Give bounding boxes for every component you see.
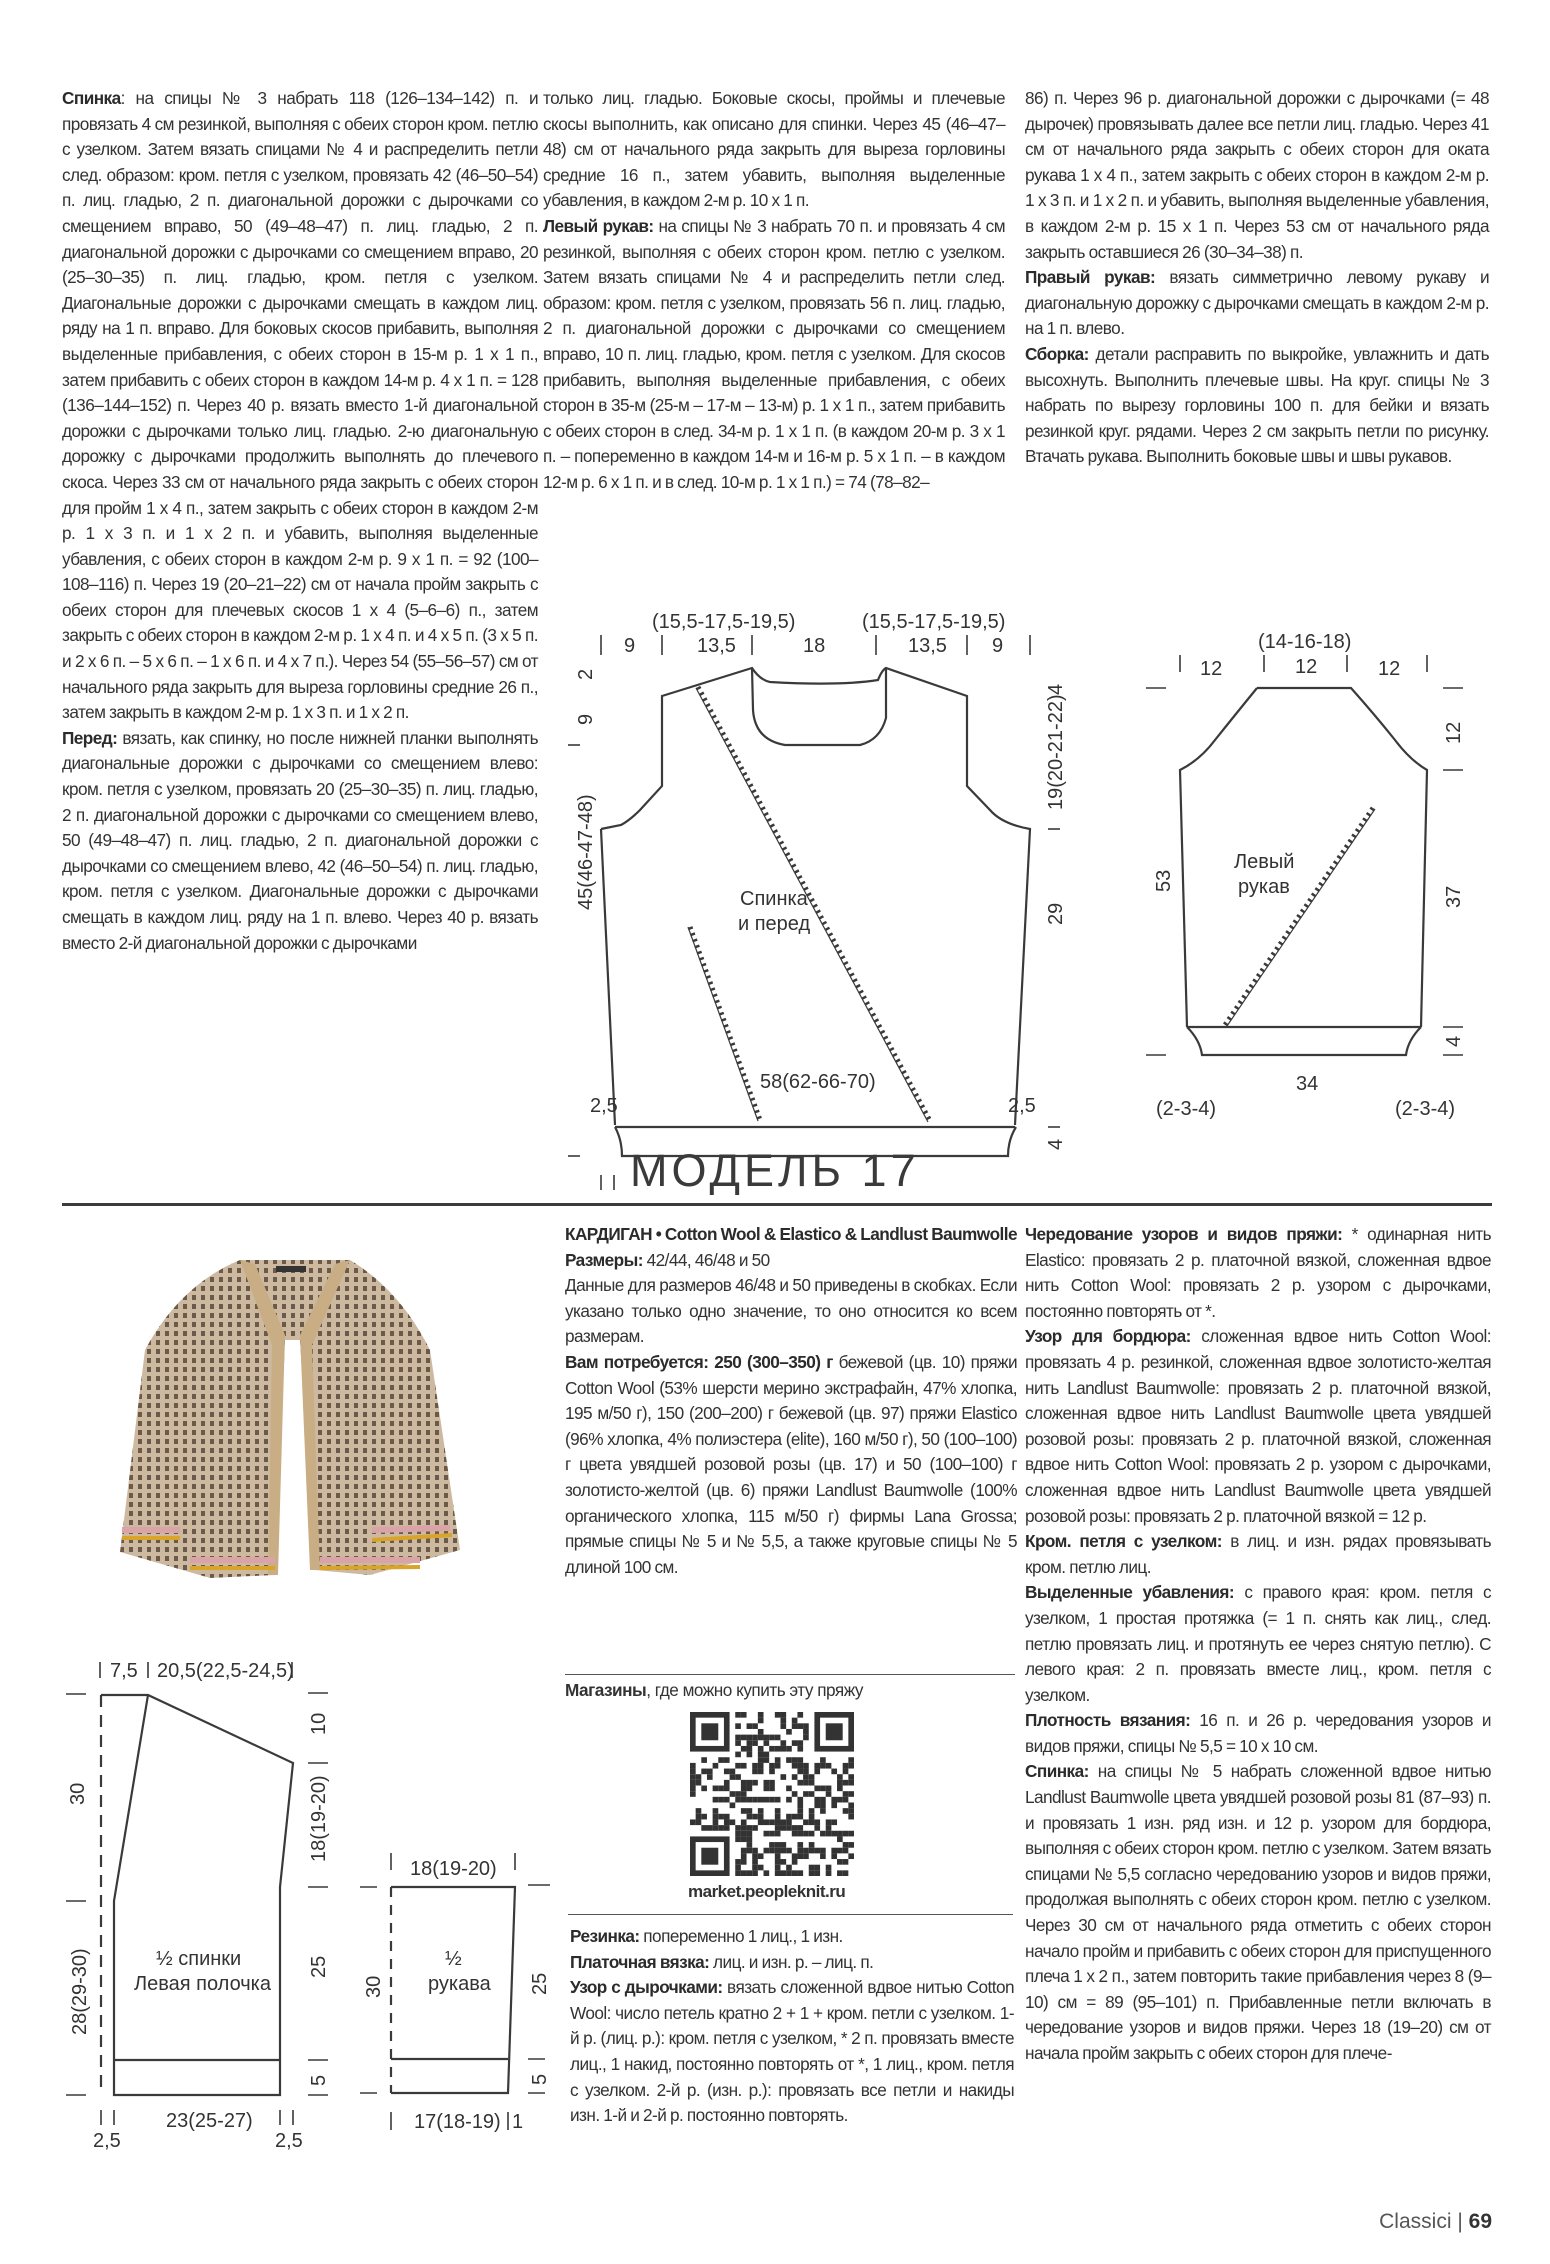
paragraph [62,726,538,956]
half-sleeve-dim-top: 18(19-20) [410,1858,497,1880]
paragraph [565,1248,1017,1274]
shop-url[interactable]: market.peopleknit.ru [688,1882,846,1901]
sleeve-schematic [1110,610,1500,1120]
paragraph [570,1975,1014,2129]
dim-bottom-left: 2,5 [590,1095,618,1117]
eyelet-path-long [698,687,930,1121]
half-sleeve-dim-right-5: 5 [529,2073,551,2085]
half-back-schematic [60,1640,360,2160]
half-back-dim-right-18: 18(19-20) [308,1775,330,1862]
paragraph-heading: Перед: [62,727,118,748]
half-sleeve-dim-left: 30 [363,1975,385,1998]
paragraph-heading: Сборка: [1025,343,1089,364]
sleeve-dim-left: 53 [1153,869,1175,892]
dim-left-height: 45(46-47-48) [575,794,597,910]
half-sleeve-dim-bottom: 17(18-19) [414,2111,501,2133]
paragraph [1025,86,1489,265]
paragraph-body: вязать симметрично левому рукаву и диагональную дорожку с дырочками смещать в каждом 2-м р. на 1 п. влево. [1025,267,1489,339]
paragraph-heading: Узор с дырочками: [570,1977,723,1998]
sleeve-cuff [1187,1027,1421,1055]
half-sleeve-label-line2: рукава [428,1973,491,1995]
divider [565,1674,1015,1675]
paragraph [1025,1529,1491,1580]
section-divider [62,1203,1492,1206]
half-back-dim-top-2: 20,5(22,5-24,5) [157,1660,294,1682]
magazine-name: Classici [1379,2210,1452,2233]
paragraph-heading: Размеры: [565,1249,643,1270]
sleeve-dim-right-cuff: 4 [1443,1035,1465,1047]
paragraph-body: попеременно 1 лиц., 1 изн. [639,1926,843,1946]
half-back-label-line1: ½ спинки [156,1948,242,1970]
paragraph-heading: Узор для бордюра: [1025,1326,1191,1347]
dim-top-4: 13,5 [908,635,947,657]
paragraph-heading: Спинка [62,88,121,108]
paragraph-body: сложенная вдвое нить Cotton Wool: провязать 4 р. резинкой, сложенная вдвое золотисто-желтая нить Landlust Baumwolle: провязать 2 р. платочной вязкой, сложенная вдвое нить Landlust Baumwolle цвета увядшей розовой розы: провязать 2 р. платочной вязкой, сложенная вдвое нить Cotton Wool: провязать 2 р. узором с дырочками, сложенная вдвое нить Landlust Baumwolle цвета увядшей розовой розы: провязать 2 р. платочной вязкой = 12 р. [1025,1326,1492,1526]
sleeve-eyelet-path [1225,808,1373,1025]
dim-bottom-right: 2,5 [1008,1095,1036,1117]
sleeve-dim-bottom-right: (2-3-4) [1395,1098,1456,1120]
paragraph [1025,265,1489,342]
half-back-dim-left-28: 28(29-30) [69,1948,91,2035]
paragraph-body: на спицы № 3 набрать 70 п. и провязать 4 см резинкой, выполняя с обеих сторон кром. петлю с узелком. Затем вязать спицами № 4 и распределить петли след. образом: кром. петля с узелком, провязать 56 п. лиц. гладью, 2 п. диагональной дорожки с дырочками со смещением вправо, 10 п. лиц. гладью, кром. петля с узелком. Для скосов прибавить, выполняя выделенные прибавления, с обеих сторон в 35-м (25-м – 17-м – 13-м) р. 1 х 1 п., затем прибавить с обеих сторон в след. 34-м р. 1 х 1 п. (в каждом 20-м р. 3 х 1 п. – попеременно в каждом 14-м и 16-м р. 5 х 1 п. – в каждом 12-м р. 6 х 1 п. и в след. 10-м р. 1 х 1 п.) = 74 (78–82– [543,215,1005,492]
paragraph [1025,1222,1491,1324]
dim-bottom-width: 58(62-66-70) [760,1071,876,1093]
paragraph [1025,1324,1491,1529]
paragraph [1025,1708,1491,1759]
half-back-dim-bottom-right: 2,5 [275,2130,303,2152]
paragraph-body: с правого края: кром. петля с узелком, 1 простая протяжка (= 1 п. снять как лиц., след. петлю провязать лиц. и протянуть ее через снятую петлю). С левого края: 2 п. провязать вместе лиц., кром. петля с узелком. [1025,1582,1491,1705]
qr-code[interactable] [690,1712,854,1876]
dimension-ticks [568,635,1060,1190]
half-sleeve-dim-right-25: 25 [529,1972,551,1995]
body-schematic [560,600,1080,1150]
dim-left-2: 2 [575,668,597,680]
sleeve-label-line1: Левый [1234,851,1295,873]
sleeve-outline [1180,688,1427,1027]
sleeve-dim-top-2: 12 [1295,656,1318,678]
paragraph-body: вязать сложенной вдвое нитью Cotton Wool: число петель кратно 2 + 1 + кром. петли с узелком. 1-й р. (лиц. р.): кром. петля с узелком, * 2 п. провязать вместе лиц., 1 накид, постоянно повторять от *, 1 лиц., кром. петля с узелком. 2-й р. (изн. р.): провязать все петли и накиды изн. 1-й и 2-й р. постоянно повторять. [570,1977,1014,2126]
dim-right-29: 29 [1045,902,1067,925]
paragraph-body: только лиц. гладью. Боковые скосы, проймы и плечевые скосы выполнить, как описано для спинки. Через 45 (46–47–48) см от начального ряда закрыть для выреза горловины средние 16 п., затем убавить, выполняя выделенные убавления, в каждом 2-м р. 10 х 1 п. [543,88,1005,211]
paragraph-body: вязать, как спинку, но после нижней планки выполнять диагональные дорожки с дырочками со смещением влево: кром. петля с узелком, провязать 20 (25–30–35) п. лиц. гладью, 2 п. диагональной дорожки с дырочками со смещением влево, 50 (49–48–47) п. лиц. гладью, 2 п. диагональной дорожки с дырочками со смещением влево, 42 (46–50–54) п. лиц. гладью, кром. петля с узелком. Диагональные дорожки с дырочками смещать в каждом лиц. ряду на 1 п. влево. Через 40 р. вязать вместо 2-й диагональной дорожки с дырочками [62,727,538,953]
instructions-column-3 [1025,86,1489,470]
paragraph-heading: Кром. петля с узелком: [1025,1531,1222,1552]
half-back-dim-right-10: 10 [308,1712,330,1735]
divider [568,1914,1013,1915]
cardigan-photo [100,1230,480,1610]
sleeve-dim-bottom-left: (2-3-4) [1156,1098,1217,1120]
paragraph-body: 86) п. Через 96 р. диагональной дорожки с дырочками (= 48 дырочек) провязывать далее все петли лиц. гладью. Через 41 см от начального ряда закрыть с обеих сторон для оката рукава 1 х 4 п., затем закрыть с обеих сторон в каждом 2-м р. 1 х 3 п. и 1 х 2 п. и убавить, выполняя выделенные убавления, в каждом 2-м р. 15 х 1 п. Через 53 см от начального ряда закрыть оставшиеся 26 (30–34–38) п. [1025,88,1489,262]
paragraph-heading: Правый рукав: [1025,267,1156,288]
paragraph-body: бежевой (цв. 10) пряжи Cotton Wool (53% шерсти мерино экстрафайн, 47% хлопка, 195 м/50 г), 150 (200–200) г бежевой (цв. 97) пряжи Elastico (96% хлопка, 4% полиэстера (elite), 160 м/50 г), 50 (100–100) г цвета увядшей розовой розы (цв. 17) и 50 (100–100) г золотисто-желтой (цв. 6) пряжи Landlust Baumwolle (100% органического хлопка, 115 м/50 г) фирмы Lana Grossa; прямые спицы № 5 и № 5,5, а также круговые спицы № 5 длиной 100 см. [565,1351,1017,1577]
sleeve-dim-right-cap: 12 [1443,721,1465,744]
half-back-dim-right-25: 25 [308,1955,330,1978]
paragraph [1025,342,1489,470]
half-back-dim-bottom-left: 2,5 [93,2130,121,2152]
half-back-dim-top-1: 7,5 [110,1660,138,1682]
piece-label-line2: и перед [738,913,811,935]
paragraph [570,1950,1014,1976]
half-sleeve-label-line1: ½ [445,1948,462,1970]
paragraph-heading: Чередование узоров и видов пряжи: [1025,1224,1343,1244]
stitch-definitions [570,1924,1014,2129]
half-back-label-line2: Левая полочка [134,1973,271,1995]
paragraph-heading: КАРДИГАН • Cotton Wool & Elastico & Landlust Baumwolle [565,1224,1018,1244]
page-footer: Classici | 69 [1379,2210,1492,2233]
dim-right-band: 4 [1045,1138,1067,1150]
paragraph-heading: Левый рукав: [543,215,654,236]
paragraph-body: лиц. и изн. р. – лиц. п. [709,1951,874,1972]
dim-top-1: 9 [624,635,636,657]
piece-label-line1: Спинка [740,888,808,910]
body-outline [601,668,1030,1125]
paragraph-body: Данные для размеров 46/48 и 50 приведены в скобках. Если указано только одно значение, то оно относится ко всем размерам. [565,1275,1017,1347]
half-sleeve-dim-bottom-right: 1 [512,2111,524,2133]
neckline [752,668,886,745]
paragraph [543,214,1005,496]
paragraph-heading: Вам потребуется: 250 (300–350) г [565,1351,833,1372]
dim-right-armhole: 19(20-21-22) [1045,694,1067,810]
paragraph-body: детали расправить по выкройке, увлажнить и дать высохнуть. Выполнить плечевые швы. На круг. спицы № 3 набрать по вырезу горловины 100 п. для бейки и вязать резинкой круг. рядами. Через 2 см закрыть петли по рисунку. Втачать рукава. Выполнить боковые швы и швы рукавов. [1025,343,1489,467]
sleeve-dim-top-1: 12 [1200,658,1223,680]
paragraph [570,1924,1014,1950]
paragraph [1025,1580,1491,1708]
instructions-column-1 [62,86,538,956]
half-back-dim-left-30: 30 [67,1782,89,1805]
dim-top-5: 9 [992,635,1004,657]
paragraph-heading: Резинка: [570,1926,640,1946]
paragraph [565,1350,1017,1580]
instructions-column-2 [543,86,1005,496]
paragraph [62,86,538,726]
paragraph-heading: Плотность вязания: [1025,1710,1191,1731]
paragraph-body: * одинарная нить Elastico: провязать 2 р. платочной вязкой, сложенная вдвое нить Cotton Wool: провязать 2 р. узором с дырочками, постоянно повторять от *. [1025,1224,1491,1321]
paragraph-body: в лиц. и изн. рядах провязывать кром. петлю лиц. [1025,1531,1491,1577]
dim-top-alt-right: (15,5-17,5-19,5) [862,611,1006,633]
paragraph [565,1222,1017,1248]
paragraph-body: : на спицы № 3 набрать 118 (126–134–142) п. и провязать 4 см резинкой, выполняя с обеих сторон кром. петлю с узелком. Затем вязать спицами № 4 и распределить петли след. образом: кром. петля с узелком, провязать 42 (46–50–54) п. лиц. гладью, 2 п. диагональной дорожки с дырочками со смещением вправо, 50 (49–48–47) п. лиц. гладью, 2 п. диагональной дорожки с дырочками со смещением вправо, 20 (25–30–35) п. лиц. гладью, кром. петля с узелком. Диагональные дорожки с дырочками смещать в каждом лиц. ряду на 1 п. вправо. Для боковых скосов прибавить, выполняя выделенные прибавления, с обеих сторон в 15-м р. 1 х 1 п., затем прибавить с обеих сторон в каждом 14-м р. 4 х 1 п. = 128 (136–144–152) п. Через 40 р. вязать вместо 1-й диагональной дорожки с дырочками только лиц. гладью. 2-ю диагональную дорожку с дырочками продолжить выполнять до плечевого скоса. Через 33 см от начального ряда закрыть с обеих сторон для пройм 1 х 4 п., затем закрыть с обеих сторон в каждом 2-м р. 1 х 3 п. и 1 х 2 п. и убавить, выполняя выделенные убавления, с обеих сторон в каждом 2-м р. 9 х 1 п. = 92 (100–108–116) п. Через 19 (20–21–22) см от начала пройм закрыть с обеих сторон для плечевых скосов 1 х 4 (5–6–6) п., затем закрыть с обеих сторон в каждом 2-м р. 1 х 4 п. и 4 х 5 п. (3 х 5 п. и 2 х 6 п. – 5 х 6 п. – 1 х 6 п. и 4 х 7 п.). Через 54 (55–56–57) см от начального ряда закрыть для выреза горловины средние 26 п., затем закрыть в каждом 2-м р. 1 х 3 п. и 1 х 2 п. [62,88,538,723]
dim-top-alt-left: (15,5-17,5-19,5) [652,611,796,633]
sleeve-dim-top-alt: (14-16-18) [1258,631,1352,653]
paragraph [543,86,1005,214]
shops-caption: Магазины, где можно купить эту пряжу [565,1680,864,1700]
sleeve-ticks [1146,655,1463,1055]
cardigan-materials [565,1222,1017,1580]
paragraph-body: 42/44, 46/48 и 50 [642,1249,770,1270]
dim-top-3: 18 [803,635,826,657]
half-back-dim-right-5: 5 [308,2074,330,2086]
eyelet-path-short [690,927,760,1120]
paragraph [1025,1759,1491,2066]
paragraph-heading: Выделенные убавления: [1025,1582,1235,1603]
half-back-dim-bottom: 23(25-27) [166,2110,253,2132]
dim-top-2: 13,5 [697,635,736,657]
paragraph-heading: Платочная вязка: [570,1951,710,1972]
half-back-outline [101,1695,293,2095]
cardigan-instructions [1025,1222,1491,2067]
sleeve-label-line2: рукав [1238,876,1290,898]
sleeve-dim-right-37: 37 [1443,885,1465,908]
half-sleeve-schematic [360,1840,560,2150]
paragraph [565,1273,1017,1350]
dim-right-4: 4 [1045,683,1067,695]
paragraph-body: 16 п. и 26 р. чередования узоров и видов пряжи, спицы № 5,5 = 10 х 10 см. [1025,1710,1491,1756]
paragraph-heading: Спинка: [1025,1761,1089,1782]
sleeve-dim-top-3: 12 [1378,658,1401,680]
model-title: МОДЕЛЬ 17 [630,1145,920,1196]
dim-left-9: 9 [575,713,597,725]
page-number: 69 [1468,2210,1492,2233]
sleeve-dim-bottom: 34 [1296,1073,1319,1095]
paragraph-body: на спицы № 5 набрать сложенной вдвое нитью Landlust Baumwolle цвета увядшей розовой розы 81 (87–93) п. и провязать 1 изн. ряд изн. и 12 р. узором для бордюра, выполняя с обеих сторон кром. петлю с узелком. Затем вязать спицами № 5,5 согласно чередованию узоров и видов пряжи, продолжая выполнять с обеих сторон кром. петлю с узелком. Через 30 см от начального ряда отметить с обеих сторон начало пройм и прибавить с обеих сторон для приспущенного плеча 1 х 2 п., затем повторить такие прибавления через 8 (9–10) см = 89 (95–101) п. Прибавленные петли включать в чередование узоров и видов пряжи. Через 18 (19–20) см от начала пройм закрыть с обеих сторон для плече- [1025,1761,1491,2063]
